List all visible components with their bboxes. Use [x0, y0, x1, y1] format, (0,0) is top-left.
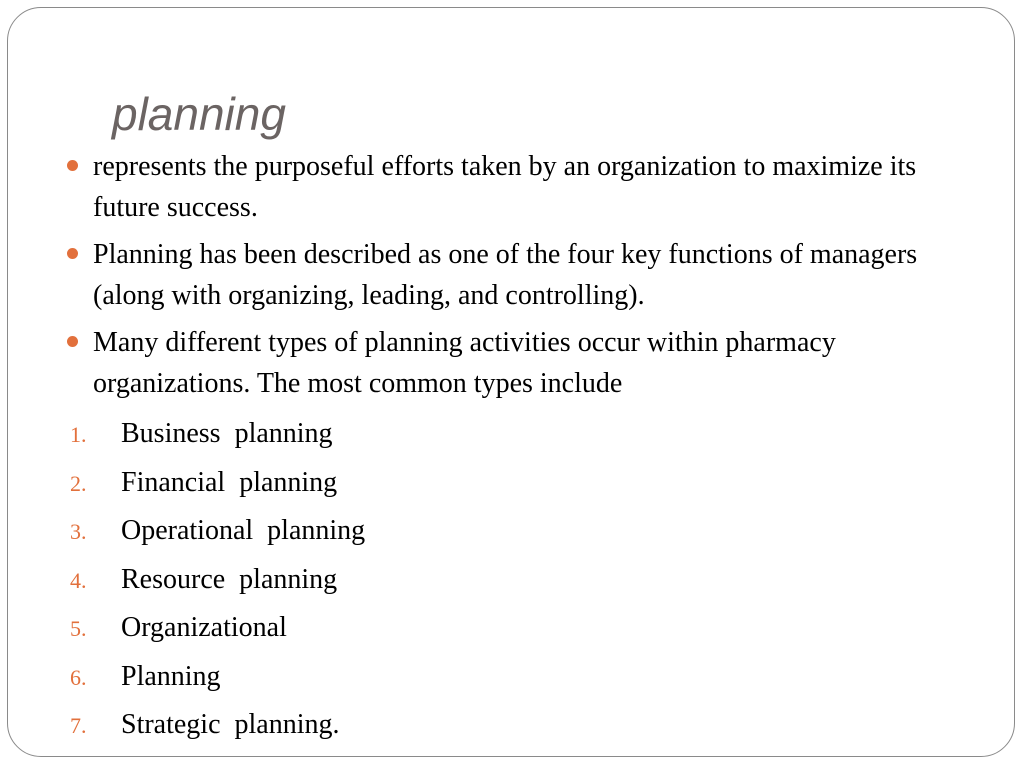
item-number: 2. — [70, 470, 87, 496]
bullet-dot-icon — [67, 248, 78, 259]
item-number: 1. — [70, 422, 87, 447]
item-text: Operational planning — [121, 515, 366, 546]
numbered-item — [64, 606, 954, 655]
bullet-list — [64, 146, 954, 410]
numbered-item — [64, 655, 954, 704]
numbered-item — [64, 703, 954, 752]
item-text: Planning — [121, 660, 221, 692]
item-number: 7. — [70, 713, 87, 738]
slide — [7, 7, 1015, 757]
numbered-item — [64, 558, 954, 607]
bullet-text: represents the purposeful efforts taken by an organization to maximize its future success. — [93, 151, 917, 223]
bullet-text: Many different types of planning activities occur within pharmacy organizations. The most common types include — [93, 327, 836, 399]
item-number: 4. — [70, 567, 87, 593]
item-text: Financial planning — [121, 466, 338, 498]
item-number: 5. — [70, 616, 87, 641]
bullet-dot-icon — [67, 336, 78, 347]
item-text: Organizational — [121, 612, 287, 643]
bullet-item — [64, 234, 954, 316]
bullet-text: Planning has been described as one of the four key functions of managers (along with organizing, leading, and controlling). — [93, 239, 918, 311]
bullet-dot-icon — [67, 160, 78, 171]
item-text: Resource planning — [121, 563, 338, 595]
item-text: Strategic planning. — [121, 709, 340, 740]
numbered-item — [64, 461, 954, 510]
slide-title: planning — [112, 88, 286, 140]
bullet-item — [64, 146, 954, 228]
bullet-item — [64, 322, 954, 404]
numbered-list — [64, 412, 954, 752]
item-text: Business planning — [121, 418, 333, 449]
item-number: 6. — [70, 664, 87, 690]
item-number: 3. — [70, 519, 87, 544]
numbered-item — [64, 509, 954, 558]
numbered-item — [64, 412, 954, 461]
